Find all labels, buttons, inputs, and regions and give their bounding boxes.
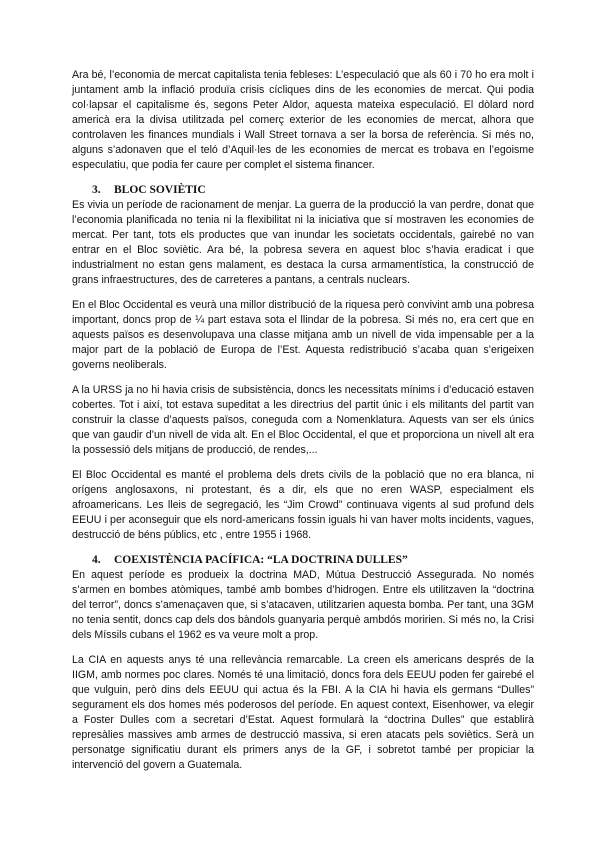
section-4-paragraph: En aquest període es produeix la doctrina MAD, Mútua Destrucció Assegurada. No només s’armen en bombes atòmiques, també amb bombes d’hidrogen. Entre els utilitzaven la “doctrina del terror”, doncs s’amenaçaven que, si s’atacaven, utilitzarien aquesta bomba. Per tant, una 3GM no tenia sentit, doncs cap dels dos bàndols guanyaria perquè ambdós moririen. Si més no, la Crisi dels Míssils cubans el 1962 es va veure molt a prop.	[72, 569, 534, 641]
section-3-paragraph: A la URSS ja no hi havia crisis de subsistència, doncs les necessitats mínims i d’educació estaven cobertes. Tot i així, tot estava supeditat a les directrius del partit únic i els militants del partit van construir la classe d’aquests països, coneguda com a Nomenklatura. Aquests van ser els únics que van gaudir d’un nivell de vida alt. En el Bloc Occidental, el que et proporciona un nivell alt era la possessió dels mitjans de producció, de rendes,...	[72, 384, 534, 456]
section-4-number: 4.	[92, 554, 101, 566]
section-3-title: BLOC SOVIÈTIC	[114, 184, 206, 196]
section-4-title: COEXISTÈNCIA PACÍFICA: “LA DOCTRINA DULLES”	[114, 554, 408, 566]
section-3-paragraph: En el Bloc Occidental es veurà una millor distribució de la riquesa però convivint amb una pobresa important, doncs prop de ¼ part estava sota el llindar de la pobresa. Si més no, era cert que en aquests països es desenvolupava una classe mitjana amb un nivell de vida impensable per a la major part de la població de Europa de l’Est. Aquesta redistribució s’acaba quan s’erigeixen governs neoliberals.	[72, 299, 534, 371]
section-3-heading	[92, 183, 534, 197]
section-4-heading	[92, 553, 534, 567]
section-4-paragraph: La CIA en aquests anys té una rellevància remarcable. La creen els americans després de la IIGM, amb normes poc clares. Només té una limitació, doncs fora dels EEUU poden fer gairebé el que vulguin, però dins dels EEUU qui actua és la FBI. A la CIA hi havia els germans “Dulles” segurament els dos homes més poderosos del període. En aquest context, Eisenhower, va elegir a Foster Dulles com a secretari d’Estat. Aquest formularà la “doctrina Dulles” que establirà represàlies massives amb armes de destrucció massiva, si eren atacats pels soviètics. Serà un personatge significatiu durant els primers anys de la GF, i sobretot també per propiciar la intervenció del govern a Guatemala.	[72, 654, 534, 771]
document-page	[72, 68, 534, 777]
intro-paragraph: Ara bé, l’economia de mercat capitalista tenia febleses: L’especulació que als 60 i 70 ho era molt i juntament amb la inflació produïa crisis cícliques dins de les economies de mercat. Qui podia col·lapsar el capitalisme és, segons Peter Aldor, aquesta mateixa especulació. El dòlard nord americà era la divisa utilitzada pel comerç exterior de les economies de mercat, alhora que controlaven les finances mundials i Wall Street tornava a ser la borsa de referència. Si més no, alguns s’adonaven que el teló d’Aquil·les de les economies de mercat es trobava en l’egoisme especulatiu, que podia fer caure per complet el sistema financer.	[72, 69, 534, 171]
section-3-paragraph: Es vivia un període de racionament de menjar. La guerra de la producció la van perdre, donat que l’economia planificada no tenia ni la flexibilitat ni la iniciativa que sí mostraven les economies de mercat. Per tant, tots els productes que van inundar les societats occidentals, gairebé no van entrar en el Bloc soviètic. Ara bé, la pobresa severa en aquest bloc s’havia eradicat i que industrialment no estan gens malament, es destaca la cursa armamentística, la construcció de grans infraestructures, des de carreteres a pantans, a centrals nuclears.	[72, 199, 534, 286]
section-3-number: 3.	[92, 184, 101, 196]
section-3-paragraph: El Bloc Occidental es manté el problema dels drets civils de la població que no era blanca, ni orígens anglosaxons, ni protestant, és a dir, els que no eren WASP, especialment els afroamericans. Les lleis de segregació, les “Jim Crowd” continuava vigents al sud profund dels EEUU i per aconseguir que els nord-americans fossin iguals hi van haver molts incidents, vagues, destrucció de béns públics, etc , entre 1955 i 1968.	[72, 469, 534, 541]
